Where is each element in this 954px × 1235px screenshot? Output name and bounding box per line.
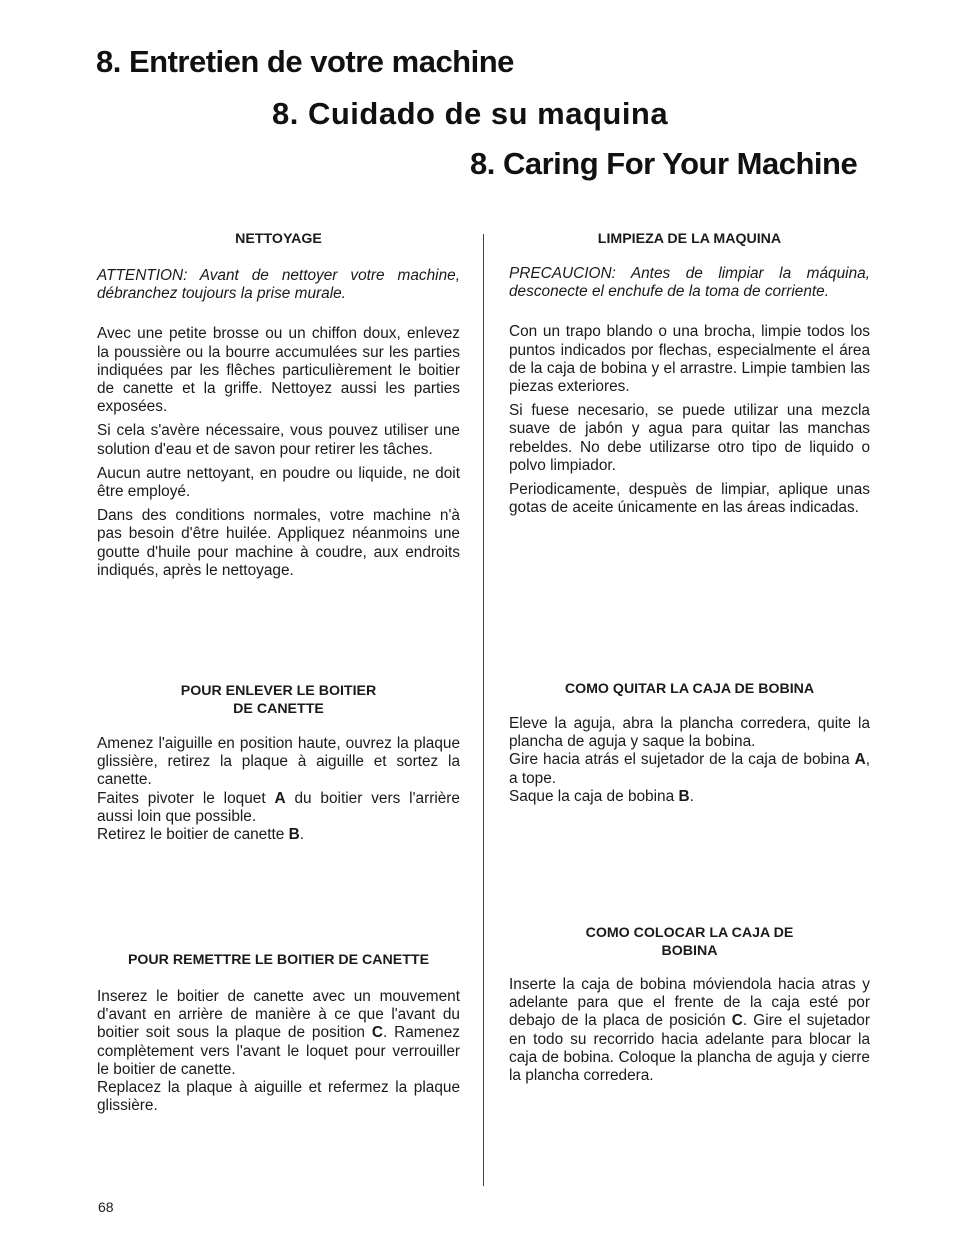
instruction-text: Amenez l'aiguille en position haute, ouvrez la plaque glissière, retirez la plaque à aiguille et sortez la canette. xyxy=(97,735,460,789)
column-divider xyxy=(483,234,484,1186)
instruction-text: Inserez le boitier de canette avec un mouvement d'avant en arrière de manière à ce que l'avant du boitier soit sous la plaque de position xyxy=(97,988,460,1042)
instruction-text: . Gire el sujetador en todo su recorrido hacia adelante para blocar la caja de bobina. Coloque la plancha de aguja y cierre la plancha corredera. xyxy=(509,1012,870,1085)
instruction-text: du boitier vers l'arrière aussi loin que possible. xyxy=(97,789,460,825)
instruction-text: , a tope. xyxy=(509,751,870,787)
heading-line: BOBINA xyxy=(661,943,718,959)
instructions xyxy=(97,988,460,1115)
section-heading: POUR REMETTRE LE BOITIER DE CANETTE xyxy=(127,952,430,968)
paragraph: Si cela s'avère nécessaire, vous pouvez utiliser une solution d'eau et de savon pour retirer les tâches. xyxy=(97,422,460,458)
section-heading xyxy=(97,682,460,718)
instructions xyxy=(97,735,460,844)
instruction-text: Retirez le boitier de canette xyxy=(97,826,289,844)
section-pour-enlever xyxy=(97,682,460,844)
paragraph: Avec une petite brosse ou un chiffon doux, enlevez la poussière ou la bourre accumulées sur les parties indiquées par les flêches particulièrement le boitier de canette et la griffe. Nettoyez aussi les parties exposées. xyxy=(97,325,460,416)
part-label-c: C xyxy=(371,1024,383,1042)
page-number: 68 xyxy=(98,1199,114,1215)
paragraph: Si fuese necesario, se puede utilizar una mezcla suave de jabón y agua para quitar las manchas rebeldes. No debe utilizarse otro tipo de liquido o polvo limpiador. xyxy=(509,402,870,474)
instruction-text: . xyxy=(299,826,305,844)
section-como-quitar xyxy=(509,680,870,806)
title-french: 8. Entretien de votre machine xyxy=(96,44,514,79)
part-label-a: A xyxy=(274,789,286,807)
warning-text: ATTENTION: Avant de nettoyer votre machine, débranchez toujours la prise murale. xyxy=(97,267,460,303)
instruction-text: Faites pivoter le loquet xyxy=(97,789,275,807)
instruction-text: Saque la caja de bobina xyxy=(509,787,679,805)
section-heading: COMO QUITAR LA CAJA DE BOBINA xyxy=(564,681,815,697)
instruction-text: Inserte la caja de bobina móviendola hacia atras y adelante para que el frente de la caja esté por debajo de la placa de posición xyxy=(509,976,870,1030)
section-pour-remettre xyxy=(97,951,460,1115)
paragraph: Dans des conditions normales, votre machine n'à pas besoin d'être huilée. Appliquez néanmoins une goutte d'huile pour machine à coudre, aux endroits indiqués, après le nettoyage. xyxy=(97,507,460,579)
warning-text: PRECAUCION: Antes de limpiar la máquina, desconecte el enchufe de la toma de corriente. xyxy=(509,265,870,301)
instruction-text: Replacez la plaque à aiguille et refermez la plaque glissière. xyxy=(97,1079,460,1115)
section-heading: NETTOYAGE xyxy=(235,231,322,247)
part-label-c: C xyxy=(731,1012,743,1030)
part-label-b: B xyxy=(288,826,300,844)
heading-line: POUR ENLEVER LE BOITIER xyxy=(180,683,377,699)
instructions xyxy=(509,976,870,1085)
instruction-text: . Ramenez complètement vers l'avant le loquet pour verrouiller le boitier de canette. xyxy=(97,1024,460,1078)
instruction-text: Gire hacia atrás el sujetador de la caja de bobina xyxy=(509,751,855,769)
paragraph: Con un trapo blando o una brocha, limpie todos los puntos indicados por flechas, especialmente el área de la caja de bobina y el arrastre. Limpie tambien las piezas exteriores. xyxy=(509,323,870,396)
section-limpieza xyxy=(509,230,870,517)
title-english: 8. Caring For Your Machine xyxy=(470,146,858,181)
title-spanish: 8. Cuidado de su maquina xyxy=(272,96,669,131)
heading-line: COMO COLOCAR LA CAJA DE xyxy=(585,925,794,941)
heading-line: DE CANETTE xyxy=(233,701,324,717)
paragraph: Periodicamente, despuès de limpiar, aplique unas gotas de aceite únicamente en las áreas indicadas. xyxy=(509,481,870,517)
instruction-text: . xyxy=(689,787,694,805)
part-label-a: A xyxy=(854,751,866,769)
section-heading xyxy=(509,924,870,960)
instruction-text: Eleve la aguja, abra la plancha corredera, quite la plancha de aguja y saque la bobina. xyxy=(509,715,870,751)
part-label-b: B xyxy=(678,787,690,805)
instructions xyxy=(509,715,870,806)
paragraph: Aucun autre nettoyant, en poudre ou liquide, ne doit être employé. xyxy=(97,464,460,501)
section-nettoyage xyxy=(97,230,460,580)
section-heading: LIMPIEZA DE LA MAQUINA xyxy=(597,231,782,247)
section-como-colocar xyxy=(509,924,870,1085)
